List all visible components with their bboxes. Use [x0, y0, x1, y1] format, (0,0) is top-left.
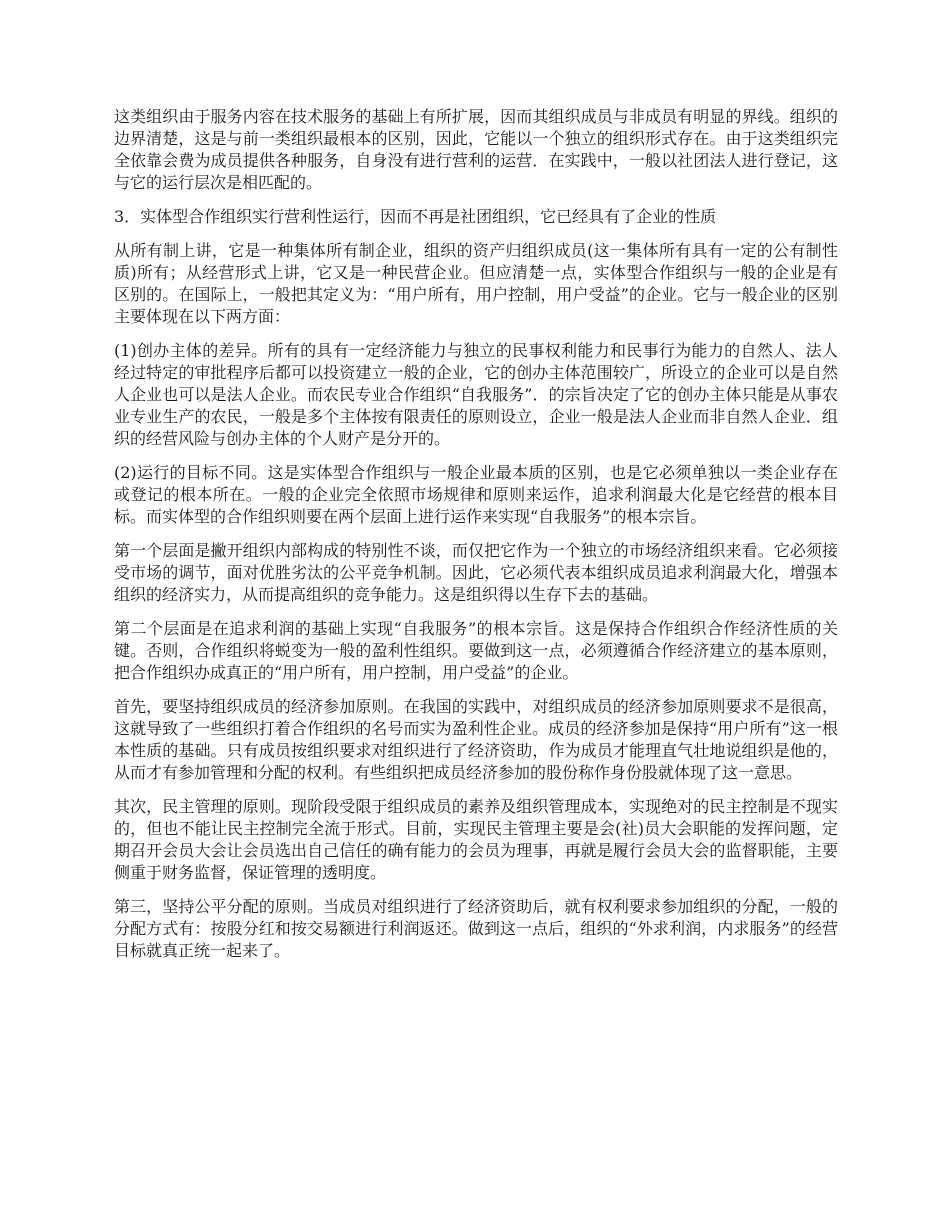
paragraph-1: 这类组织由于服务内容在技术服务的基础上有所扩展，因而其组织成员与非成员有明显的界线。组织的边界清楚，这是与前一类组织最根本的区别，因此，它能以一个独立的组织形式存在。由于这类组织完全依靠会费为成员提供各种服务，自身没有进行营利的运营．在实践中，一般以社团法人进行登记，这与它的运行层次是相匹配的。 [114, 107, 838, 192]
paragraph-first-principle: 首先，要坚持组织成员的经济参加原则。在我国的实践中，对组织成员的经济参加原则要求不是很高，这就导致了一些组织打着合作组织的名号而实为盈利性企业。成员的经济参加是保持“用户所有”这一根本性质的基础。只有成员按组织要求对组织进行了经济资助，作为成员才能理直气壮地说组织是他的，从而才有参加管理和分配的权利。有些组织把成员经济参加的股份称作身份股就体现了这一意思。 [114, 697, 838, 782]
paragraph-second-principle: 其次，民主管理的原则。现阶段受限于组织成员的素养及组织管理成本，实现绝对的民主控制是不现实的，但也不能让民主控制完全流于形式。目前，实现民主管理主要是会(社)员大会职能的发挥问题，定期召开会员大会让会员选出自己信任的确有能力的会员为理事，再就是履行会员大会的监督职能，主要侧重于财务监督，保证管理的透明度。 [114, 797, 838, 882]
section-heading-3: 3．实体型合作组织实行营利性运行，因而不再是社团组织，它已经具有了企业的性质 [114, 207, 717, 226]
paragraph-first-level: 第一个层面是撇开组织内部构成的特别性不谈，而仅把它作为一个独立的市场经济组织来看。它必须接受市场的调节，面对优胜劣汰的公平竞争机制。因此，它必须代表本组织成员追求利润最大化，增强本组织的经济实力，从而提高组织的竞争能力。这是组织得以生存下去的基础。 [114, 541, 838, 604]
paragraph-third-principle: 第三，坚持公平分配的原则。当成员对组织进行了经济资助后，就有权利要求参加组织的分配，一般的分配方式有：按股分红和按交易额进行利润返还。做到这一点后，组织的“外求利润，内求服务”的经营目标就真正统一起来了。 [114, 897, 838, 960]
paragraph-point-1: (1)创办主体的差异。所有的具有一定经济能力与独立的民事权利能力和民事行为能力的自然人、法人经过特定的审批程序后都可以投资建立一般的企业，它的创办主体范围较广，所设立的企业可以是自然人企业也可以是法人企业。而农民专业合作组织“自我服务”．的宗旨决定了它的创办主体只能是从事农业专业生产的农民，一般是多个主体按有限责任的原则设立，企业一般是法人企业而非自然人企业．组织的经营风险与创办主体的个人财产是分开的。 [114, 341, 838, 448]
paragraph-ownership: 从所有制上讲，它是一种集体所有制企业，组织的资产归组织成员(这一集体所有具有一定的公有制性质)所有；从经营形式上讲，它又是一种民营企业。但应清楚一点，实体型合作组织与一般的企业是有区别的。在国际上，一般把其定义为：“用户所有，用户控制，用户受益”的企业。它与一般企业的区别主要体现在以下两方面： [114, 241, 838, 326]
paragraph-point-2: (2)运行的目标不同。这是实体型合作组织与一般企业最本质的区别，也是它必须单独以一类企业存在或登记的根本所在。一般的企业完全依照市场规律和原则来运作，追求利润最大化是它经营的根本目标。而实体型的合作组织则要在两个层面上进行运作来实现“自我服务”的根本宗旨。 [114, 463, 838, 526]
paragraph-second-level: 第二个层面是在追求利润的基础上实现“自我服务”的根本宗旨。这是保持合作组织合作经济性质的关键。否则，合作组织将蜕变为一般的盈利性组织。要做到这一点，必须遵循合作经济建立的基本原则，把合作组织办成真正的“用户所有，用户控制，用户受益”的企业。 [114, 619, 838, 682]
